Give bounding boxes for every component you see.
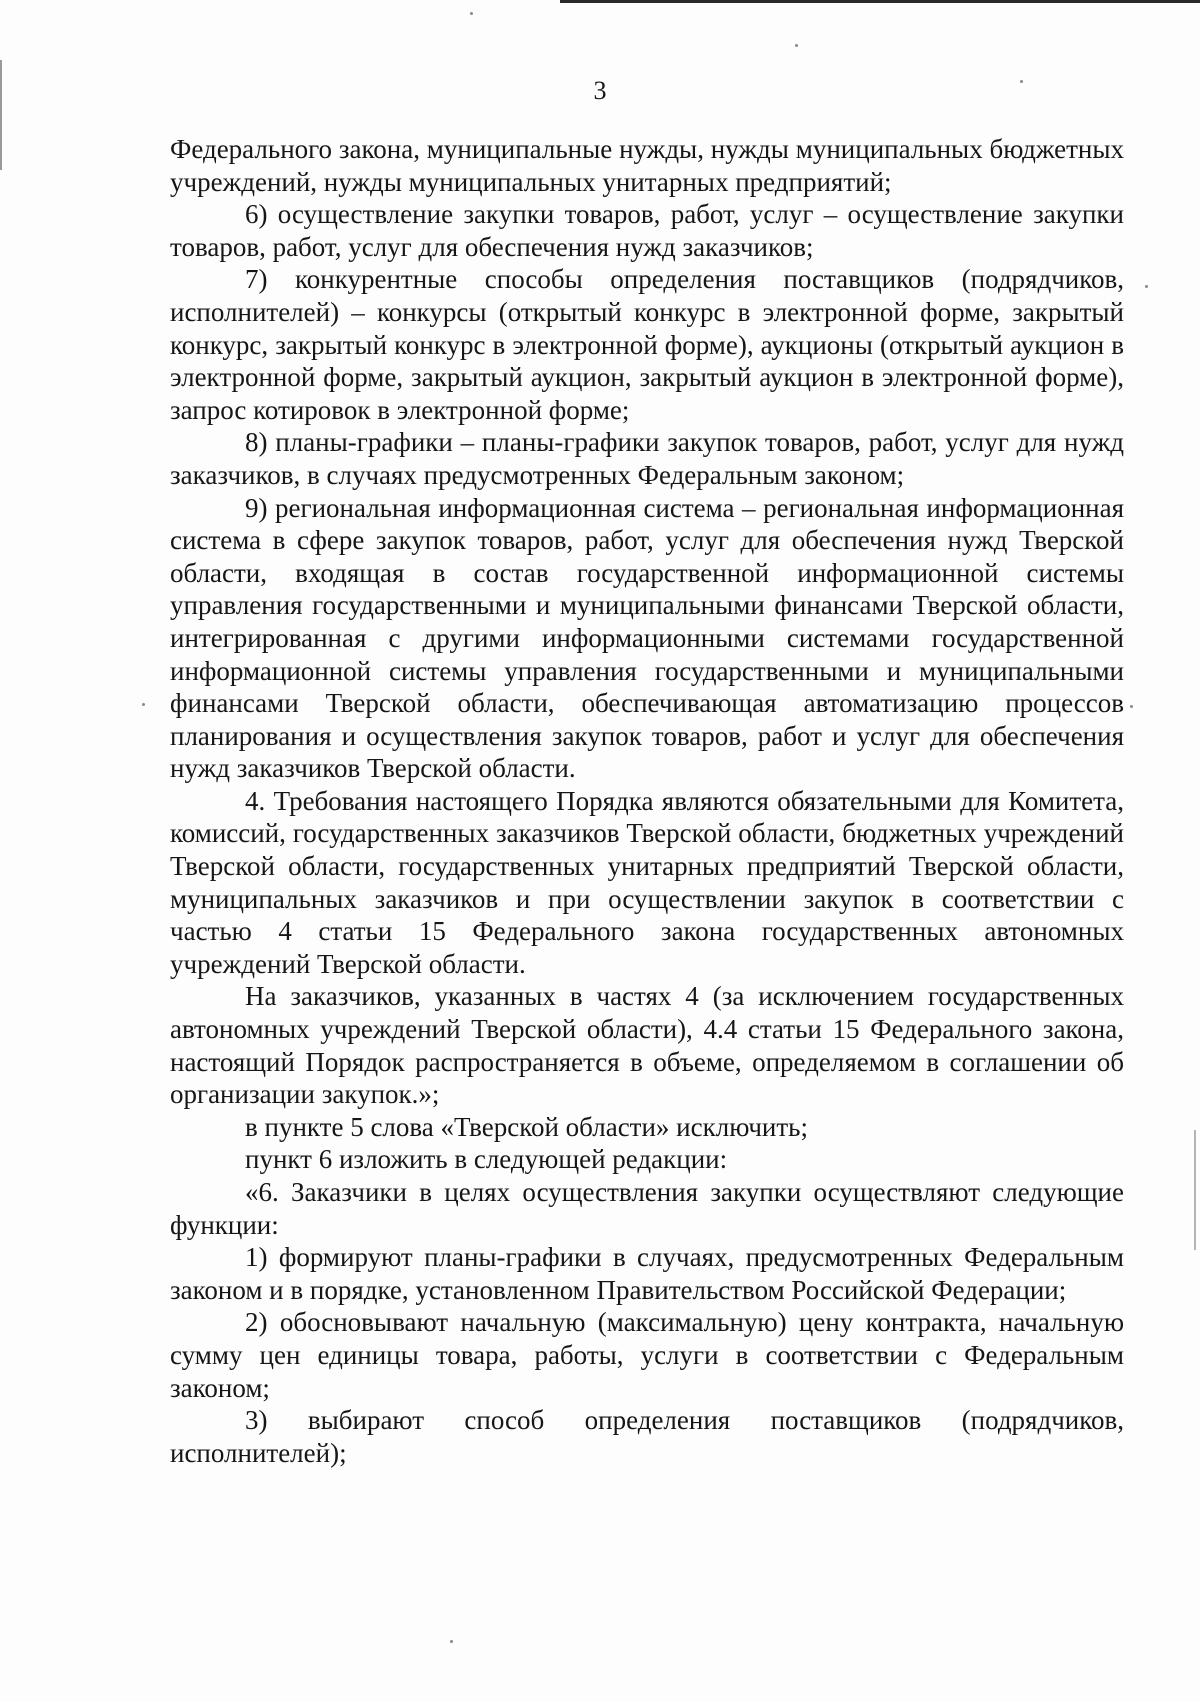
paragraph: 4. Требования настоящего Порядка являются обязательными для Комитета, комиссий, государственных заказчиков Тверской области, бюджетных учреждений Тверской области, государственных унитарных предприятий Тверской области, муниципальных заказчиков и при осуществлении закупок в соответствии с частью 4 статьи 15 Федерального закона государственных автономных учреждений Тверской области.: [170, 785, 1124, 979]
paragraph: Федерального закона, муниципальные нужды, нужды муниципальных бюджетных учреждений, нужды муниципальных унитарных предприятий;: [170, 134, 1124, 197]
paragraph: «6. Заказчики в целях осуществления закупки осуществляют следующие функции:: [170, 1177, 1124, 1240]
paragraph: 8) планы-графики – планы-графики закупок товаров, работ, услуг для нужд заказчиков, в случаях предусмотренных Федеральным законом;: [170, 427, 1124, 490]
scan-speck: [470, 12, 473, 15]
scan-speck: [795, 44, 798, 47]
scan-right-edge: [1194, 1130, 1196, 1250]
paragraph: в пункте 5 слова «Тверской области» исключить;: [245, 1111, 808, 1142]
paragraph: 9) региональная информационная система – региональная информационная система в сфере закупок товаров, работ, услуг для обеспечения нужд Тверской области, входящая в состав государственной информационной системы управления государственными и муниципальными финансами Тверской области, интегрированная с другими информационными системами государственной информационной системы управления государственными и муниципальными финансами Тверской области, обеспечивающая автоматизацию процессов планирования и осуществления закупок товаров, работ и услуг для обеспечения нужд заказчиков Тверской области.: [170, 492, 1124, 784]
paragraph: 2) обосновывают начальную (максимальную) цену контракта, начальную сумму цен единицы товара, работы, услуги в соответствии с Федеральным законом;: [170, 1307, 1124, 1403]
paragraph: пункт 6 изложить в следующей редакции:: [245, 1144, 728, 1175]
paragraph: На заказчиков, указанных в частях 4 (за исключением государственных автономных учреждений Тверской области), 4.4 статьи 15 Федерального закона, настоящий Порядок распространяется в объеме, определяемом в соглашении об организации закупок.»;: [170, 981, 1124, 1110]
paragraph: 3) выбирают способ определения поставщиков (подрядчиков, исполнителей);: [170, 1405, 1124, 1468]
scan-speck: [1145, 285, 1148, 288]
scan-top-border: [560, 0, 1200, 3]
scan-speck: [1130, 705, 1133, 708]
scan-speck: [142, 703, 145, 706]
paragraph: 7) конкурентные способы определения поставщиков (подрядчиков, исполнителей) – конкурсы (открытый конкурс в электронной форме, закрытый конкурс, закрытый конкурс в электронной форме), аукционы (открытый аукцион в электронной форме, закрытый аукцион, закрытый аукцион в электронной форме), запрос котировок в электронной форме;: [170, 264, 1124, 425]
page-number: 3: [593, 76, 607, 105]
document-body: [170, 133, 1124, 1469]
paragraph: 1) формируют планы-графики в случаях, предусмотренных Федеральным законом и в порядке, установленном Правительством Российской Федерации;: [170, 1242, 1124, 1305]
paragraph: 6) осуществление закупки товаров, работ, услуг – осуществление закупки товаров, работ, услуг для обеспечения нужд заказчиков;: [170, 199, 1124, 262]
scan-speck: [450, 1640, 453, 1643]
